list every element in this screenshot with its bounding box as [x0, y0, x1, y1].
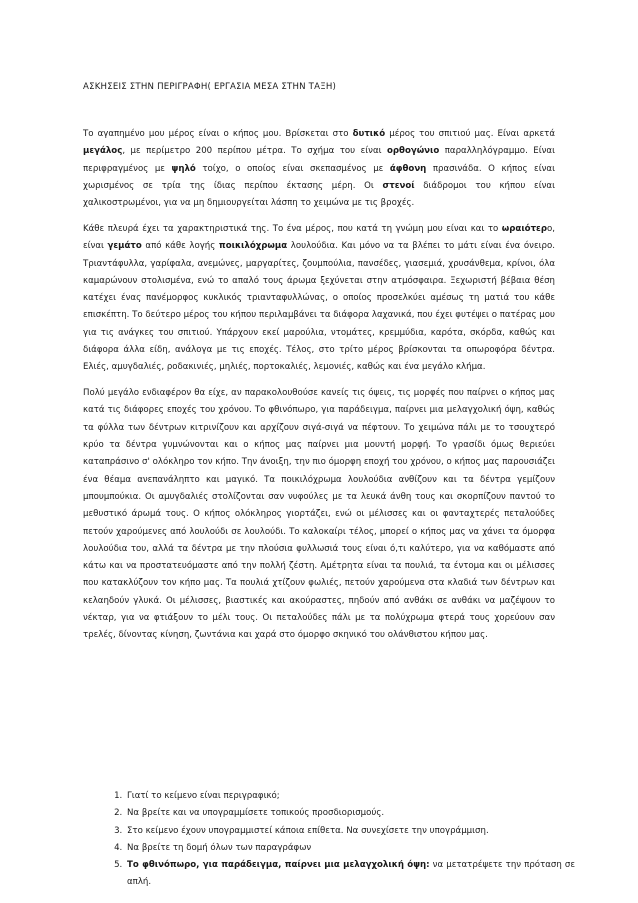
- questions-list: [107, 788, 575, 892]
- text-run: μέρος του σπιτιού μας. Είναι αρκετά: [385, 129, 555, 139]
- bold-word: άφθονη: [389, 163, 427, 174]
- text-run: , με περίμετρο 200 περίπου μέτρα. Το σχήμα του είναι: [122, 146, 387, 157]
- bold-word: δυτικό: [352, 129, 386, 139]
- document-body: [83, 126, 555, 653]
- text-run: τοίχο, ο οποίος είναι σκεπασμένος με: [195, 163, 390, 174]
- bold-word: ορθογώνιο: [386, 146, 440, 157]
- question-1: 1. Γιατί το κείμενο είναι περιγραφικό;: [125, 788, 575, 805]
- question-5-bold: Το φθινόπωρο, για παράδειγμα, παίρνει μια μελαγχολική όψη:: [127, 860, 430, 871]
- bold-word: μεγάλος: [83, 146, 123, 157]
- text-run: Κάθε πλευρά έχει τα χαρακτηριστικά της. Το ένα μέρος, που κατά τη γνώμη μου είναι και το: [83, 223, 502, 234]
- paragraph-2: [83, 221, 555, 377]
- bold-word: ποικιλόχρωμα: [218, 241, 288, 252]
- text-run: λουλούδια. Και μόνο να τα βλέπει το μάτι είναι ένα όνειρο. Τριαντάφυλλα, γαρίφαλα, ανεμώνες, μαργαρίτες, ζουμπούλια, πανσέδες, γιασεμιά, χρυσάνθεμα, κρίνοι, όλα καμαρώνουν στολισμένα, ενώ το απαλό τους άρωμα ξεχύνεται στην ατμόσφαιρα. Ξεχωριστή βέβαια θέση κατέχει ένας πανέμορφος κυκλικός τριανταφυλλώνας, ο οποίος προσελκύει αμέσως τη ματιά του κάθε επισκέπτη. Το δεύτερο μέρος του κήπου περιλαμβάνει τα διάφορα λαχανικά, που έχει φυτέψει ο πατέρας μου για τις ανάγκες του σπιτιού. Υπάρχουν εκεί μαρούλια, ντομάτες, κρεμμύδια, καρότα, σκόρδα, καθώς και διάφορα άλλα είδη, ανάλογα με τις εποχές. Τέλος, στο τρίτο μέρος βρίσκονται τα οπωροφόρα δέντρα. Ελιές, αμυγδαλιές, ροδακινιές, μηλιές, πορτοκαλιές, λεμονιές, καθώς και ένα μεγάλο κλήμα.: [83, 241, 555, 373]
- text-run: διάδρομοι του κήπου είναι χαλικοστρωμένοι, για να μη δημιουργείται λάσπη το χειμώνα με τις βροχές.: [83, 180, 555, 209]
- text-run: παραλληλόγραμμο. Είναι περιφραγμένος με: [83, 146, 555, 174]
- question-4: 4. Να βρείτε τη δομή όλων των παραγράφων: [125, 840, 575, 857]
- bold-word: ωραιότερ: [501, 223, 547, 234]
- question-5: [125, 857, 575, 892]
- text-run: από κάθε λογής: [141, 241, 219, 252]
- paragraph-1: [83, 126, 555, 212]
- text-run: Το αγαπημένο μου μέρος είναι ο κήπος μου. Βρίσκεται στο: [83, 129, 353, 139]
- bold-word: γεμάτο: [107, 241, 142, 252]
- question-2: 2. Να βρείτε και να υπογραμμίσετε τοπικούς προσδιορισμούς.: [125, 805, 575, 822]
- bold-word: στενοί: [382, 180, 415, 191]
- question-5-text: να μετατρέψετε την πρόταση σε απλή.: [127, 860, 575, 888]
- bold-word: ψηλό: [171, 163, 196, 174]
- paragraph-3: Πολύ μεγάλο ενδιαφέρον θα είχε, αν παρακολουθούσε κανείς τις όψεις, τις μορφές που παίρνει ο κήπος μας κατά τις διάφορες εποχές του χρόνου. Το φθινόπωρο, για παράδειγμα, παίρνει μια μελαγχολική όψη, καθώς τα φύλλα των δέντρων κιτρινίζουν και αρχίζουν σιγά-σιγά να πέφτουν. Το χειμώνα πάλι με το τσουχτερό κρύο τα δέντρα γυμνώνονται και ο κήπος μας παίρνει μια μουντή μορφή. Το γρασίδι όμως θεριεύει καταπράσινο σ' ολόκληρο τον κήπο. Την άνοιξη, την πιο όμορφη εποχή του χρόνου, ο κήπος μας παρουσιάζει ένα θέαμα ανεπανάληπτο και μαγικό. Τα ποικιλόχρωμα λουλούδια ανθίζουν και τα δέντρα γεμίζουν μπουμπούκια. Οι αμυγδαλιές στολίζονται σαν νυφούλες με τα λευκά άνθη τους και σκορπίζουν παντού το μεθυστικό άρωμά τους. Ο κήπος ολόκληρος γιορτάζει, ενώ οι μέλισσες και οι φανταχτερές πεταλούδες πετούν χαρούμενες από λουλούδι σε λουλούδι. Το καλοκαίρι τέλος, μπορεί ο κήπος μας να χάνει τα όμορφα λουλούδια του, αλλά τα δέντρα με την πλούσια φυλλωσιά τους είναι ό,τι καλύτερο, για να καθόμαστε από κάτω και να προστατευόμαστε από την πολλή ζέστη. Αμέτρητα είναι τα πουλιά, τα έντομα και οι μέλισσες που κατακλύζουν τον κήπο μας. Τα πουλιά χτίζουν φωλιές, πετούν χαρούμενα στα κλαδιά των δέντρων και κελαηδούν γλυκά. Οι μέλισσες, βιαστικές και ακούραστες, πηδούν από ανθάκι σε ανθάκι να μαζέψουν το νέκταρ, για να φτιάξουν το μέλι τους. Οι πεταλούδες πάλι με τα πολύχρωμα φτερά τους χορεύουν σαν τρελές, δίνοντας κίνηση, ζωντάνια και χαρά στο όμορφο σκηνικό του ολάνθιστου κήπου μας.: [83, 388, 555, 641]
- document-title: ΑΣΚΗΣΕΙΣ ΣΤΗΝ ΠΕΡΙΓΡΑΦΗ( ΕΡΓΑΣΙΑ ΜΕΣΑ ΣΤΗΝ ΤΑΞΗ): [83, 82, 337, 92]
- question-3: 3. Στο κείμενο έχουν υπογραμμιστεί κάποια επίθετα. Να συνεχίσετε την υπογράμμιση.: [125, 823, 575, 840]
- text-run: ο, είναι: [83, 223, 555, 252]
- text-run: πρασινάδα. Ο κήπος είναι χωρισμένος σε τρία της ίδιας περίπου έκτασης μέρη. Οι: [83, 163, 555, 191]
